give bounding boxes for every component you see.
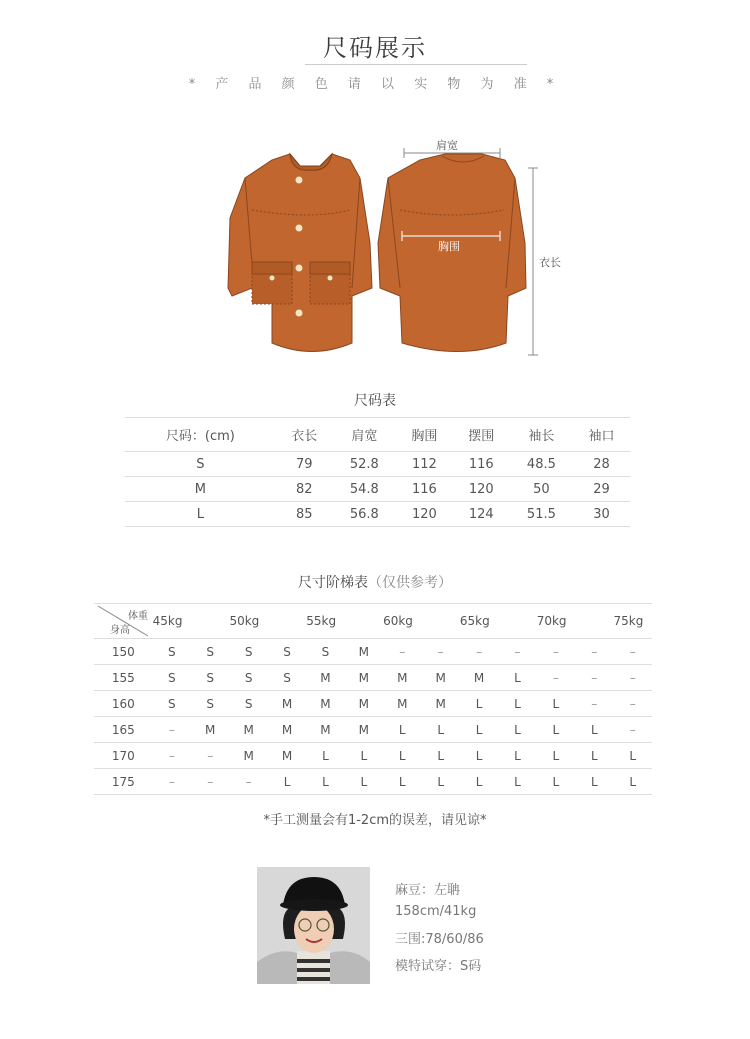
cell: 112 — [412, 456, 437, 472]
size-cell: L — [322, 748, 329, 763]
size-cell: S — [283, 670, 291, 685]
height-cell: 160 — [111, 696, 135, 711]
table-row — [94, 691, 652, 717]
cell: 54.8 — [349, 481, 379, 497]
table-row — [125, 477, 630, 502]
size-cell: L — [398, 748, 406, 763]
corner-cell — [94, 604, 153, 639]
header-chest: 胸围 — [411, 429, 438, 444]
size-cell: L — [475, 774, 483, 789]
header-size: 尺码：(cm) — [165, 429, 235, 444]
table-row — [125, 502, 630, 527]
size-cell: – — [437, 644, 444, 659]
weight-header-cell: 45kg — [152, 614, 183, 628]
model-fit: 模特试穿：S码 — [395, 959, 482, 974]
size-cell: M — [397, 670, 408, 685]
size-cell: L — [629, 748, 637, 763]
cell: 52.8 — [349, 456, 379, 472]
cell: 51.5 — [526, 506, 556, 522]
size-table-header-row — [125, 418, 630, 452]
height-cell: 155 — [111, 670, 135, 685]
size-cell: – — [399, 644, 406, 659]
ladder-table-title — [0, 572, 750, 592]
cell: L — [196, 506, 205, 522]
weight-header-cell — [421, 604, 459, 639]
table-row — [94, 743, 652, 769]
height-cell: 165 — [111, 722, 135, 737]
size-cell: M — [205, 722, 216, 737]
table-row — [125, 452, 630, 477]
size-cell: L — [514, 774, 521, 789]
cell: 120 — [412, 506, 437, 522]
size-cell: – — [552, 644, 559, 659]
model-measurements: 三围:78/60/86 — [395, 932, 484, 947]
weight-header-cell: 65kg — [459, 614, 490, 628]
cell: 29 — [593, 481, 610, 497]
cell: 82 — [295, 481, 313, 497]
weight-header-cell: 50kg — [229, 614, 260, 628]
size-cell: M — [358, 722, 370, 737]
size-cell: M — [281, 722, 293, 737]
size-cell: – — [591, 670, 598, 685]
size-cell: – — [629, 696, 636, 711]
shoulder-label: 肩宽 — [436, 139, 458, 152]
cell: 116 — [412, 481, 437, 497]
ladder-header-row — [94, 604, 652, 639]
weight-header-cell — [268, 604, 306, 639]
page-subtitle: * 产 品 颜 色 请 以 实 物 为 准 * — [188, 77, 562, 92]
size-cell: – — [552, 670, 559, 685]
size-cell: S — [168, 644, 176, 659]
size-cell: S — [244, 670, 253, 685]
size-cell: M — [281, 696, 293, 711]
size-cell: S — [206, 696, 215, 711]
size-cell: L — [552, 748, 560, 763]
header-hem: 摆围 — [468, 429, 495, 444]
height-cell: 150 — [111, 644, 135, 659]
size-cell: – — [476, 644, 483, 659]
size-cell: L — [475, 748, 483, 763]
weight-header-cell — [575, 604, 613, 639]
size-cell: M — [281, 748, 293, 763]
size-cell: S — [168, 696, 176, 711]
cell: 120 — [468, 481, 494, 497]
cell: S — [196, 456, 205, 472]
table-row — [94, 769, 652, 795]
model-stats: 158cm/41kg — [395, 904, 477, 919]
size-cell: L — [360, 774, 368, 789]
table-row — [94, 717, 652, 743]
cell: 124 — [468, 506, 494, 522]
weight-header-cell — [345, 604, 383, 639]
ladder-title-note: （仅供参考） — [368, 575, 452, 591]
size-cell: L — [514, 696, 521, 711]
model-name: 麻豆：左聃 — [395, 883, 461, 898]
cell: 50 — [533, 481, 550, 497]
size-cell: M — [320, 722, 331, 737]
size-cell: – — [591, 644, 598, 659]
size-cell: L — [514, 670, 521, 685]
weight-header-cell: 60kg — [383, 614, 413, 628]
size-cell: S — [244, 644, 253, 659]
cell: 48.5 — [526, 456, 556, 472]
size-cell: L — [514, 748, 521, 763]
size-cell: – — [168, 722, 175, 737]
size-cell: M — [473, 670, 485, 685]
size-cell: – — [168, 774, 175, 789]
size-cell: L — [514, 722, 521, 737]
chest-label: 胸围 — [438, 240, 460, 253]
size-cell: – — [514, 644, 521, 659]
size-cell: L — [437, 722, 445, 737]
size-cell: M — [320, 670, 331, 685]
size-cell: M — [435, 670, 446, 685]
corner-weight-label: 体重 — [128, 611, 148, 622]
length-label: 衣长 — [539, 256, 561, 269]
size-cell: L — [552, 722, 560, 737]
size-ladder-table — [94, 603, 652, 795]
size-cell: L — [437, 748, 445, 763]
coat-front-illustration — [228, 154, 372, 352]
size-cell: – — [207, 748, 214, 763]
size-cell: L — [552, 696, 560, 711]
size-cell: M — [358, 644, 370, 659]
model-photo — [257, 867, 370, 984]
title-divider — [305, 64, 527, 65]
size-cell: – — [207, 774, 214, 789]
size-cell: L — [590, 774, 598, 789]
table-row — [94, 665, 652, 691]
ladder-title-main: 尺寸阶梯表 — [298, 575, 368, 591]
size-cell: – — [245, 774, 252, 789]
size-cell: S — [283, 644, 291, 659]
cell: 116 — [468, 456, 494, 472]
cell: 30 — [593, 506, 610, 522]
size-cell: L — [475, 696, 483, 711]
measurement-note: *手工测量会有1-2cm的误差，请见谅* — [263, 813, 487, 828]
cell: 79 — [295, 456, 313, 472]
corner-height-label: 身高 — [110, 625, 130, 636]
weight-header-cell: 75kg — [613, 614, 644, 628]
cell: 28 — [593, 456, 610, 472]
size-cell: S — [206, 670, 215, 685]
size-cell: L — [437, 774, 445, 789]
coat-size-diagram — [220, 138, 580, 363]
header-sleeve: 袖长 — [528, 429, 555, 444]
header-cuff: 袖口 — [588, 429, 615, 444]
size-cell: M — [397, 696, 408, 711]
size-cell: S — [321, 644, 330, 659]
cell: 85 — [295, 506, 313, 522]
size-cell: L — [398, 774, 406, 789]
size-cell: L — [590, 722, 598, 737]
size-cell: L — [283, 774, 291, 789]
size-cell: – — [629, 670, 636, 685]
size-cell: – — [591, 696, 598, 711]
size-cell: M — [358, 696, 370, 711]
cell: M — [194, 481, 207, 497]
table-row — [94, 639, 652, 665]
size-cell: L — [629, 774, 637, 789]
weight-header-cell: 55kg — [306, 614, 337, 628]
weight-header-cell — [498, 604, 536, 639]
size-cell: – — [629, 722, 636, 737]
size-table-title: 尺码表 — [354, 393, 396, 409]
size-cell: M — [435, 696, 446, 711]
size-cell: L — [590, 748, 598, 763]
size-cell: M — [243, 722, 254, 737]
size-cell: S — [244, 696, 253, 711]
size-cell: – — [168, 748, 175, 763]
header-length: 衣长 — [291, 429, 318, 444]
size-cell: – — [629, 644, 636, 659]
page-title: 尺码展示 — [323, 34, 427, 62]
size-cell: S — [168, 670, 176, 685]
weight-header-cell — [191, 604, 229, 639]
size-cell: M — [243, 748, 254, 763]
size-cell: M — [320, 696, 331, 711]
size-cell: S — [206, 644, 215, 659]
weight-header-cell: 70kg — [536, 614, 567, 628]
height-cell: 175 — [111, 774, 135, 789]
size-cell: M — [358, 670, 370, 685]
size-cell: L — [398, 722, 406, 737]
size-cell: L — [475, 722, 483, 737]
size-table — [125, 417, 630, 527]
header-shoulder: 肩宽 — [351, 429, 378, 444]
cell: 56.8 — [349, 506, 379, 522]
size-cell: L — [360, 748, 368, 763]
size-cell: L — [322, 774, 329, 789]
height-cell: 170 — [111, 748, 135, 763]
size-cell: L — [552, 774, 560, 789]
